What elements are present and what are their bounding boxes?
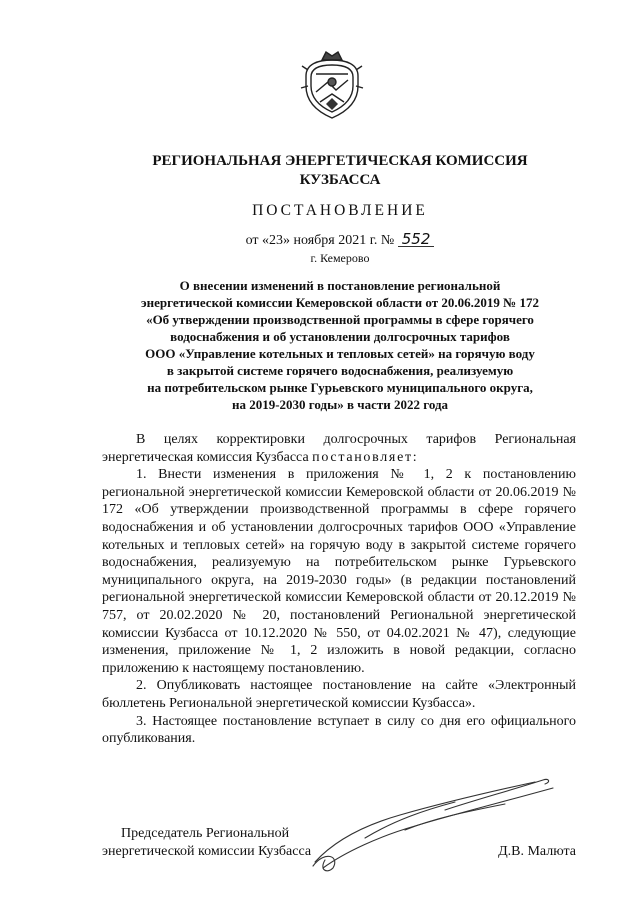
paragraph-3: 3. Настоящее постановление вступает в силу со дня его официального опубликования. — [102, 713, 576, 747]
intro-text: В целях корректировки долгосрочных тарифов Региональная энергетическая комиссия Кузбасса — [102, 432, 576, 465]
paragraph-1: 1. Внести изменения в приложения № 1, 2 к постановлению региональной энергетической комиссии Кемеровской области от 20.06.2019 № 172 «Об утверждении производственной программы в сфере горячего водоснабжения и об установлении долгосрочных тарифов ООО «Управление котельных и тепловых сетей» на горячую воду в закрытой системе горячего водоснабжения, реализуемую на потребительском рынке Гурьевского муниципального округа, на 2019-2030 годы» (в редакции постановлений региональной энергетической комиссии Кемеровской области от 20.12.2019 № 757, от 20.02.2020 № 20, постановлений Региональной энергетической комиссии Кузбасса от 10.12.2020 № 550, от 04.02.2021 № 47), следующие изменения, приложение № 1, 2 изложить в новой редакции, согласно приложению к настоящему постановлению. — [102, 467, 576, 676]
coat-of-arms-icon — [300, 46, 364, 120]
title-line: О внесении изменений в постановление региональной — [179, 278, 501, 293]
intro-paragraph — [102, 431, 576, 466]
document-number: 552 — [398, 232, 435, 247]
organization-name-line2: КУЗБАССА — [299, 172, 381, 188]
title-line: на 2019-2030 годы» в части 2022 года — [231, 397, 449, 412]
paragraph-2: 2. Опубликовать настоящее постановление на сайте «Электронный бюллетень Региональной энергетической комиссии Кузбасса». — [102, 678, 576, 711]
document-date-line — [200, 232, 480, 249]
title-line: энергетической комиссии Кемеровской области от 20.06.2019 № 172 — [141, 295, 539, 310]
document-body — [102, 431, 576, 748]
title-line: водоснабжения и об установлении долгосрочных тарифов — [170, 329, 510, 344]
title-line: ООО «Управление котельных и тепловых сетей» на горячую воду — [145, 346, 535, 361]
signatory-position-line1: Председатель Региональной — [121, 826, 290, 841]
title-line: «Об утверждении производственной программы в сфере горячего — [146, 312, 534, 327]
signatory-position-line2: энергетической комиссии Кузбасса — [102, 844, 312, 859]
document-type: ПОСТАНОВЛЕНИЕ — [252, 202, 428, 219]
title-line: в закрытой системе горячего водоснабжения, реализуемую — [166, 363, 514, 378]
intro-verb: постановляет: — [312, 449, 419, 465]
document-date: от «23» ноября 2021 г. № — [245, 233, 395, 248]
organization-name-line1: РЕГИОНАЛЬНАЯ ЭНЕРГЕТИЧЕСКАЯ КОМИССИЯ — [152, 153, 528, 169]
signatory-name: Д.В. Малюта — [498, 844, 576, 859]
title-line: на потребительском рынке Гурьевского муниципального округа, — [147, 380, 533, 395]
document-title — [100, 277, 580, 413]
handwritten-signature-icon — [305, 770, 560, 875]
document-city: г. Кемерово — [310, 251, 370, 265]
